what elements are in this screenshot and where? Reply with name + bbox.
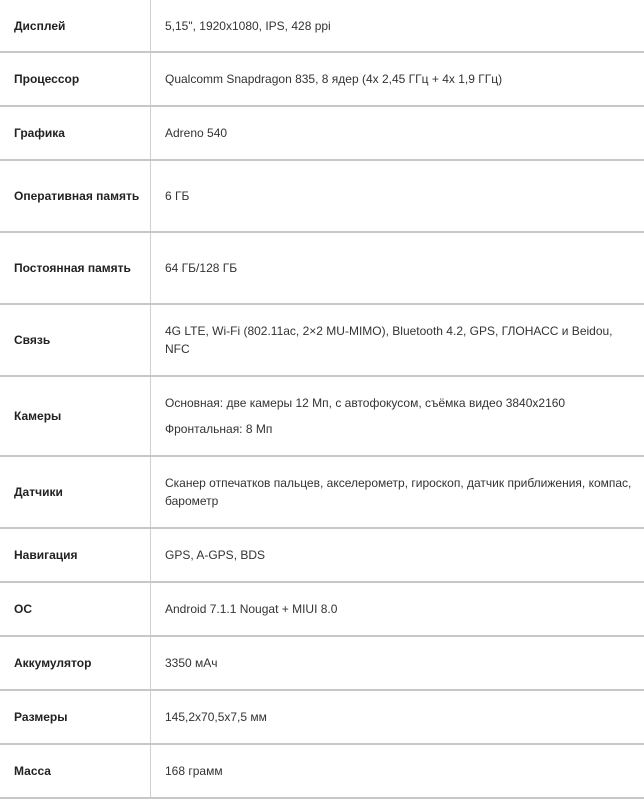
spec-value <box>151 528 644 582</box>
spec-value-line: Android 7.1.1 Nougat + MIUI 8.0 <box>165 602 338 616</box>
spec-value-line: 4G LTE, Wi-Fi (802.11ac, 2×2 MU-MIMO), Bluetooth 4.2, GPS, ГЛОНАСС и Beidou, NFC <box>165 324 613 356</box>
spec-label: Масса <box>0 744 151 798</box>
spec-value <box>151 376 644 456</box>
spec-row-graphics <box>0 106 644 160</box>
spec-label: Аккумулятор <box>0 636 151 690</box>
spec-label: Камеры <box>0 376 151 456</box>
spec-row-display <box>0 0 644 52</box>
spec-value-line: 64 ГБ/128 ГБ <box>165 261 238 275</box>
spec-value-line: 3350 мАч <box>165 656 218 670</box>
spec-value <box>151 160 644 232</box>
spec-value <box>151 456 644 528</box>
spec-row-connectivity <box>0 304 644 376</box>
spec-row-os <box>0 582 644 636</box>
spec-value <box>151 304 644 376</box>
spec-row-navigation <box>0 528 644 582</box>
spec-value-line: Фронтальная: 8 Мп <box>165 422 273 436</box>
spec-label: Размеры <box>0 690 151 744</box>
spec-value-line: Adreno 540 <box>165 126 228 140</box>
spec-label: Датчики <box>0 456 151 528</box>
spec-value-line: 168 грамм <box>165 764 223 778</box>
spec-row-processor <box>0 52 644 106</box>
spec-value <box>151 106 644 160</box>
spec-label: Дисплей <box>0 0 151 52</box>
spec-row-sensors <box>0 456 644 528</box>
spec-row-cameras <box>0 376 644 456</box>
spec-value <box>151 52 644 106</box>
spec-label: Связь <box>0 304 151 376</box>
spec-row-weight <box>0 744 644 798</box>
spec-row-battery <box>0 636 644 690</box>
spec-row-ram <box>0 160 644 232</box>
spec-label: Графика <box>0 106 151 160</box>
spec-value-line: 6 ГБ <box>165 189 190 203</box>
spec-value-line: Основная: две камеры 12 Мп, с автофокусом, съёмка видео 3840х2160 <box>165 396 566 410</box>
spec-value <box>151 0 644 52</box>
spec-value-line: 5,15", 1920x1080, IPS, 428 ppi <box>165 18 331 33</box>
spec-label: Оперативная память <box>0 160 151 232</box>
spec-value <box>151 744 644 798</box>
spec-value-line: GPS, A-GPS, BDS <box>165 548 266 562</box>
spec-row-dimensions <box>0 690 644 744</box>
spec-value <box>151 232 644 304</box>
spec-value <box>151 582 644 636</box>
spec-row-storage <box>0 232 644 304</box>
spec-value-line: Qualcomm Snapdragon 835, 8 ядер (4x 2,45 ГГц + 4x 1,9 ГГц) <box>165 72 503 86</box>
spec-label: Процессор <box>0 52 151 106</box>
spec-value <box>151 636 644 690</box>
spec-label: Постоянная память <box>0 232 151 304</box>
spec-label: Навигация <box>0 528 151 582</box>
spec-value <box>151 690 644 744</box>
spec-value-line: 145,2x70,5x7,5 мм <box>165 710 267 724</box>
spec-label: ОС <box>0 582 151 636</box>
spec-value-line: Сканер отпечатков пальцев, акселерометр, гироскоп, датчик приближения, компас, барометр <box>165 476 632 508</box>
